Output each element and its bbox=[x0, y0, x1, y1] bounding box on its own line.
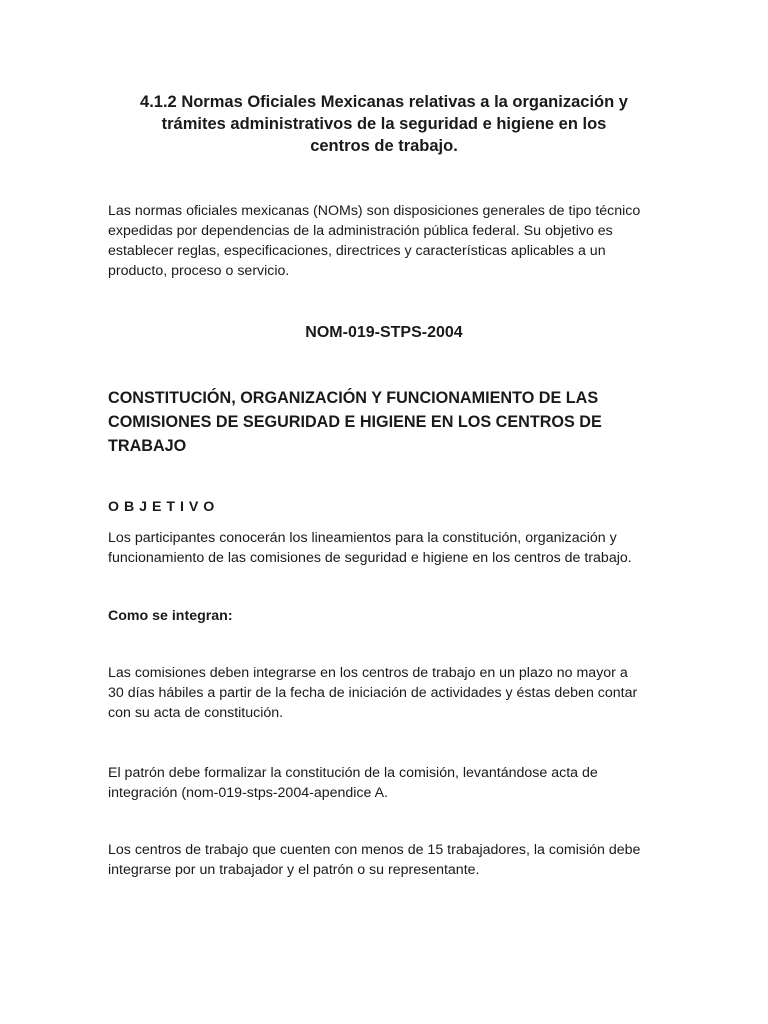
intro-paragraph: Las normas oficiales mexicanas (NOMs) son disposiciones generales de tipo técnico expedidas por dependencias de la administración pública federal. Su objetivo es establecer reglas, especificaciones, directrices y características aplicables a un producto, proceso o servicio. bbox=[108, 203, 641, 279]
nom-subtitle: CONSTITUCIÓN, ORGANIZACIÓN Y FUNCIONAMIENTO DE LAS COMISIONES DE SEGURIDAD E HIGIENE EN LOS CENTROS DE TRABAJO bbox=[108, 389, 602, 455]
integration-heading: Como se integran: bbox=[108, 608, 233, 624]
nom-code-heading: NOM-019-STPS-2004 bbox=[305, 324, 463, 341]
objective-paragraph: Los participantes conocerán los lineamientos para la constitución, organización y funcionamiento de las comisiones de seguridad e higiene en los centros de trabajo. bbox=[108, 530, 632, 566]
integration-paragraph-1: Las comisiones deben integrarse en los centros de trabajo en un plazo no mayor a 30 días hábiles a partir de la fecha de iniciación de actividades y éstas deben contar con su acta de constitución. bbox=[108, 665, 638, 721]
integration-paragraph-3: Los centros de trabajo que cuenten con menos de 15 trabajadores, la comisión debe integrarse por un trabajador y el patrón o su representante. bbox=[108, 842, 641, 878]
objective-heading: O B J E T I V O bbox=[108, 499, 215, 515]
document-title: 4.1.2 Normas Oficiales Mexicanas relativas a la organización y trámites administrativos de la seguridad e higiene en los centros de trabajo. bbox=[140, 93, 628, 155]
integration-paragraph-2: El patrón debe formalizar la constitución de la comisión, levantándose acta de integración (nom-019-stps-2004-apendice A. bbox=[108, 765, 598, 801]
